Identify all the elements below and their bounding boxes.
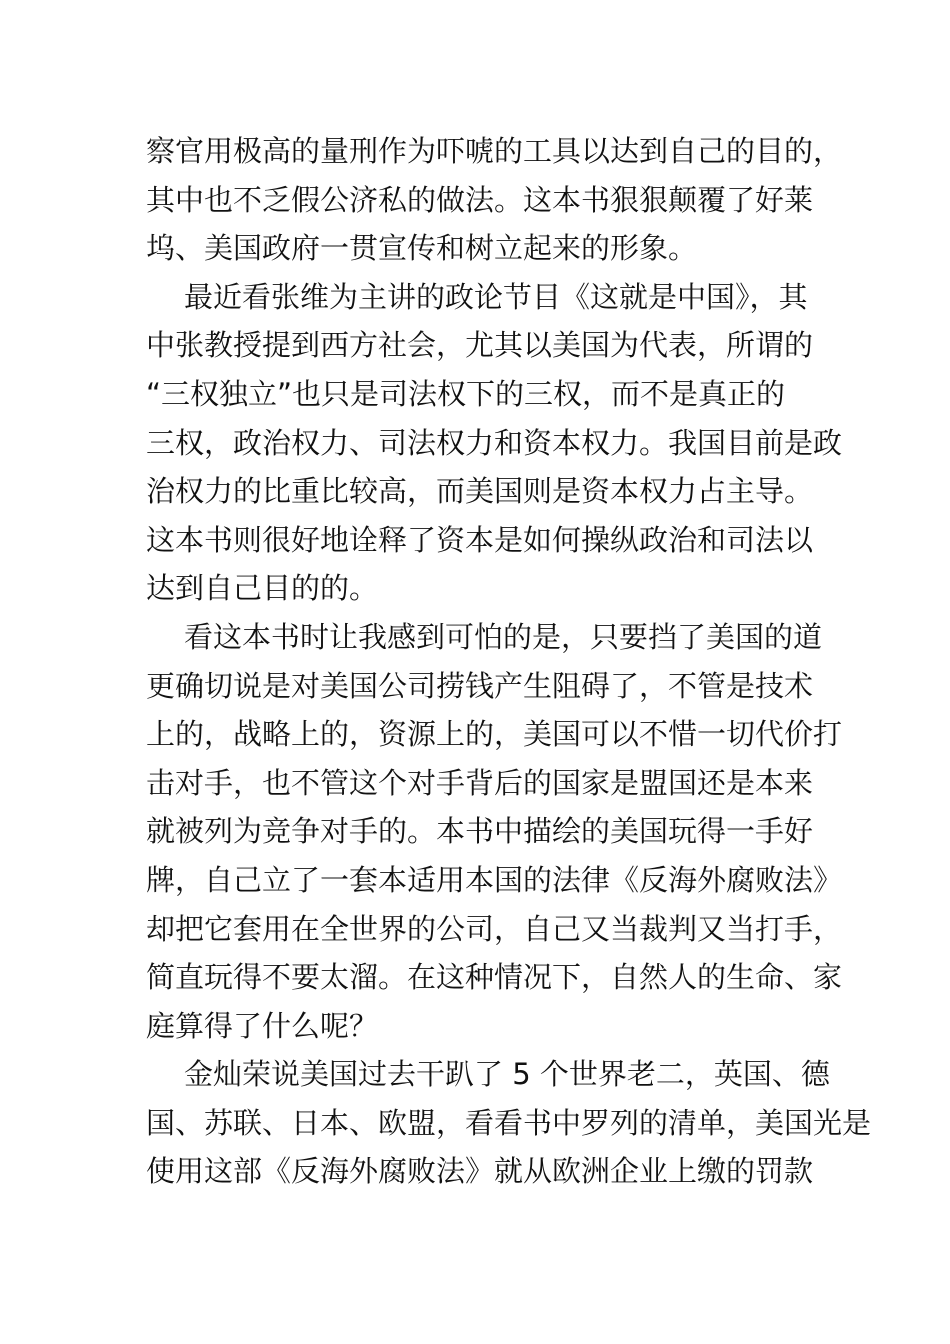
text-line: 就被列为竞争对手的。本书中描绘的美国玩得一手好 [146,814,814,849]
text-line: 简直玩得不要太溜。在这种情况下，自然人的生命、家 [146,960,843,995]
text-line: 中张教授提到西方社会，尤其以美国为代表，所谓的 [146,328,814,363]
text-line: 这本书则很好地诠释了资本是如何操纵政治和司法以 [146,522,814,557]
text-line: 上的，战略上的，资源上的，美国可以不惜一切代价打 [146,717,843,752]
paragraph-first-line: 金灿荣说美国过去干趴了 5 个世界老二，英国、德 [184,1057,830,1092]
paragraph-first-line: 看这本书时让我感到可怕的是，只要挡了美国的道 [184,619,823,654]
text-line: 其中也不乏假公济私的做法。这本书狠狠颠覆了好莱 [146,182,814,217]
text-line: 国、苏联、日本、欧盟，看看书中罗列的清单，美国光是 [146,1105,872,1140]
text-line: 却把它套用在全世界的公司，自己又当裁判又当打手， [146,911,843,946]
text-line: 击对手，也不管这个对手背后的国家是盟国还是本来 [146,765,814,800]
paragraph-first-line: 最近看张维为主讲的政论节目《这就是中国》，其 [184,279,808,314]
text-line: 治权力的比重比较高，而美国则是资本权力占主导。 [146,474,814,509]
text-line: 达到自己目的的。 [146,571,379,606]
body-text [146,127,872,1196]
text-line: “三权独立”也只是司法权下的三权，而不是真正的 [146,376,786,411]
text-line: 更确切说是对美国公司捞钱产生阻碍了，不管是技术 [146,668,814,703]
text-line: 使用这部《反海外腐败法》就从欧洲企业上缴的罚款 [146,1154,814,1189]
text-line: 察官用极高的量刑作为吓唬的工具以达到自己的目的， [146,134,843,168]
text-line: 庭算得了什么呢？ [146,1008,379,1043]
text-line: 牌，自己立了一套本适用本国的法律《反海外腐败法》 [146,862,843,897]
text-line: 三权，政治权力、司法权力和资本权力。我国目前是政 [146,425,843,460]
text-line: 坞、美国政府一贯宣传和树立起来的形象。 [146,231,698,266]
